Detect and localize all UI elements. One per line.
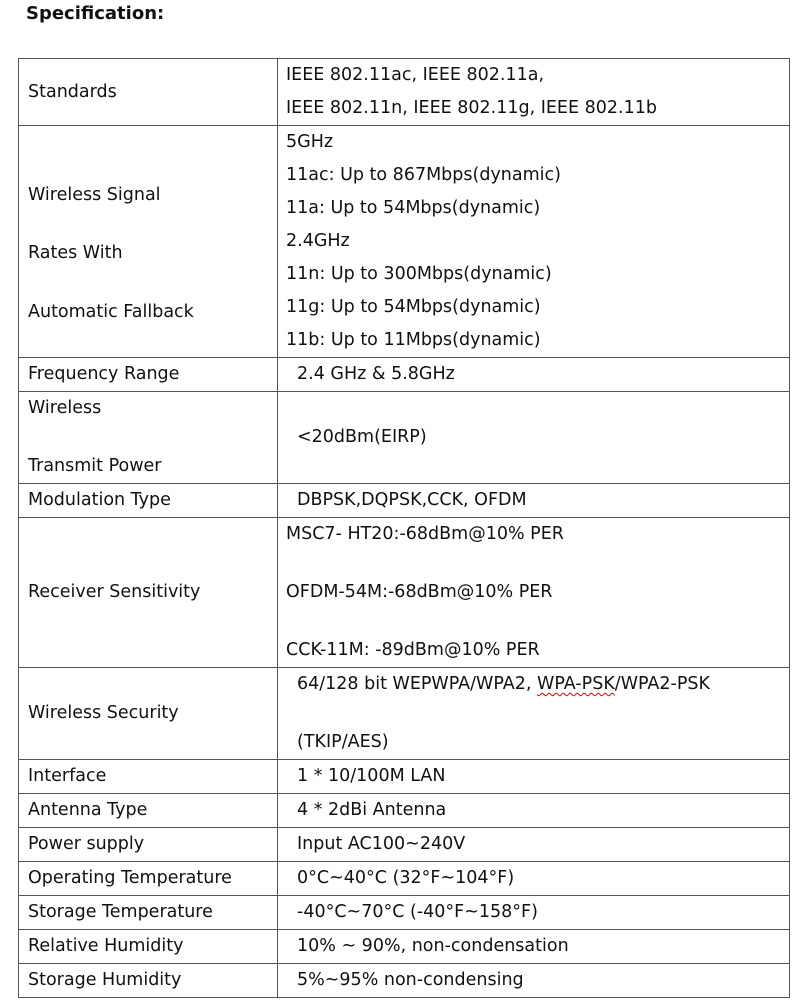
value-cell [278,930,790,964]
label-cell [19,392,278,484]
value-interface: 1 * 10/100M LAN [297,766,446,786]
value-signal-line: 11g: Up to 54Mbps(dynamic) [286,297,541,317]
value-sensitivity-line: MSC7- HT20:-68dBm@10% PER [286,524,564,544]
value-signal-line: 2.4GHz [286,231,350,251]
label-cell [19,358,278,392]
value-st-temp: -40°C~70°C (-40°F~158°F) [297,902,538,922]
value-sensitivity-line: CCK-11M: -89dBm@10% PER [286,640,540,660]
value-cell [278,59,790,126]
value-transmit: <20dBm(EIRP) [297,427,427,447]
value-sensitivity-line: OFDM-54M:-68dBm@10% PER [286,582,553,602]
label-signal-line: Wireless Signal [28,185,161,205]
label-sensitivity: Receiver Sensitivity [28,582,201,602]
value-rel-hum: 10% ~ 90%, non-condensation [297,936,569,956]
value-signal-line: 11a: Up to 54Mbps(dynamic) [286,198,541,218]
label-cell [19,126,278,358]
label-cell [19,862,278,896]
label-cell [19,828,278,862]
value-cell [278,358,790,392]
label-st-temp: Storage Temperature [28,902,213,922]
table-row-security [19,668,790,760]
value-power: Input AC100~240V [297,834,466,854]
value-st-hum: 5%~95% non-condensing [297,970,524,990]
label-cell [19,896,278,930]
value-modulation: DBPSK,DQPSK,CCK, OFDM [297,490,527,510]
value-cell [278,518,790,668]
label-op-temp: Operating Temperature [28,868,232,888]
table-row-modulation [19,484,790,518]
value-cell [278,794,790,828]
value-cell [278,392,790,484]
value-cell [278,828,790,862]
value-security-line [297,668,789,701]
value-signal-line: 11n: Up to 300Mbps(dynamic) [286,264,552,284]
security-text-a: 64/128 bit WEPWPA/WPA2, [297,674,538,694]
table-row-sensitivity [19,518,790,668]
label-cell [19,760,278,794]
value-standards-line: IEEE 802.11n, IEEE 802.11g, IEEE 802.11b [286,98,657,118]
value-cell [278,484,790,518]
table-row-transmit [19,392,790,484]
label-power: Power supply [28,834,145,854]
table-row-standards [19,59,790,126]
value-frequency: 2.4 GHz & 5.8GHz [297,364,455,384]
table-row-signal [19,126,790,358]
value-signal-line: 11ac: Up to 867Mbps(dynamic) [286,165,561,185]
spec-table [18,58,790,998]
value-cell [278,964,790,998]
label-cell [19,484,278,518]
security-text-c: /WPA2-PSK [614,674,710,694]
label-cell [19,794,278,828]
label-frequency: Frequency Range [28,364,180,384]
label-cell [19,930,278,964]
label-cell [19,964,278,998]
value-signal-line: 11b: Up to 11Mbps(dynamic) [286,330,541,350]
label-modulation: Modulation Type [28,490,171,510]
label-transmit-line: Wireless [28,398,102,418]
value-cell [278,760,790,794]
label-security: Wireless Security [28,703,179,723]
label-cell [19,668,278,760]
table-row-frequency [19,358,790,392]
table-row-power [19,828,790,862]
label-signal-line: Automatic Fallback [28,302,194,322]
label-cell [19,59,278,126]
table-row-antenna [19,794,790,828]
value-cell [278,126,790,358]
value-op-temp: 0°C~40°C (32°F~104°F) [297,868,515,888]
label-cell [19,518,278,668]
label-interface: Interface [28,766,107,786]
value-standards-line: IEEE 802.11ac, IEEE 802.11a, [286,65,545,85]
value-cell [278,896,790,930]
label-signal-line: Rates With [28,243,123,263]
value-cell [278,862,790,896]
table-row-op-temp [19,862,790,896]
value-antenna: 4 * 2dBi Antenna [297,800,447,820]
label-transmit-line: Transmit Power [28,456,162,476]
label-rel-hum: Relative Humidity [28,936,184,956]
table-row-st-temp [19,896,790,930]
page-title: Specification: [26,3,165,24]
label-st-hum: Storage Humidity [28,970,182,990]
value-signal-line: 5GHz [286,132,334,152]
label-standards: Standards [28,81,117,102]
label-antenna: Antenna Type [28,800,148,820]
table-row-rel-hum [19,930,790,964]
value-security-line: (TKIP/AES) [297,732,389,752]
security-text-b: WPA-PSK [537,674,615,694]
table-row-st-hum [19,964,790,998]
table-row-interface [19,760,790,794]
value-cell [278,668,790,760]
